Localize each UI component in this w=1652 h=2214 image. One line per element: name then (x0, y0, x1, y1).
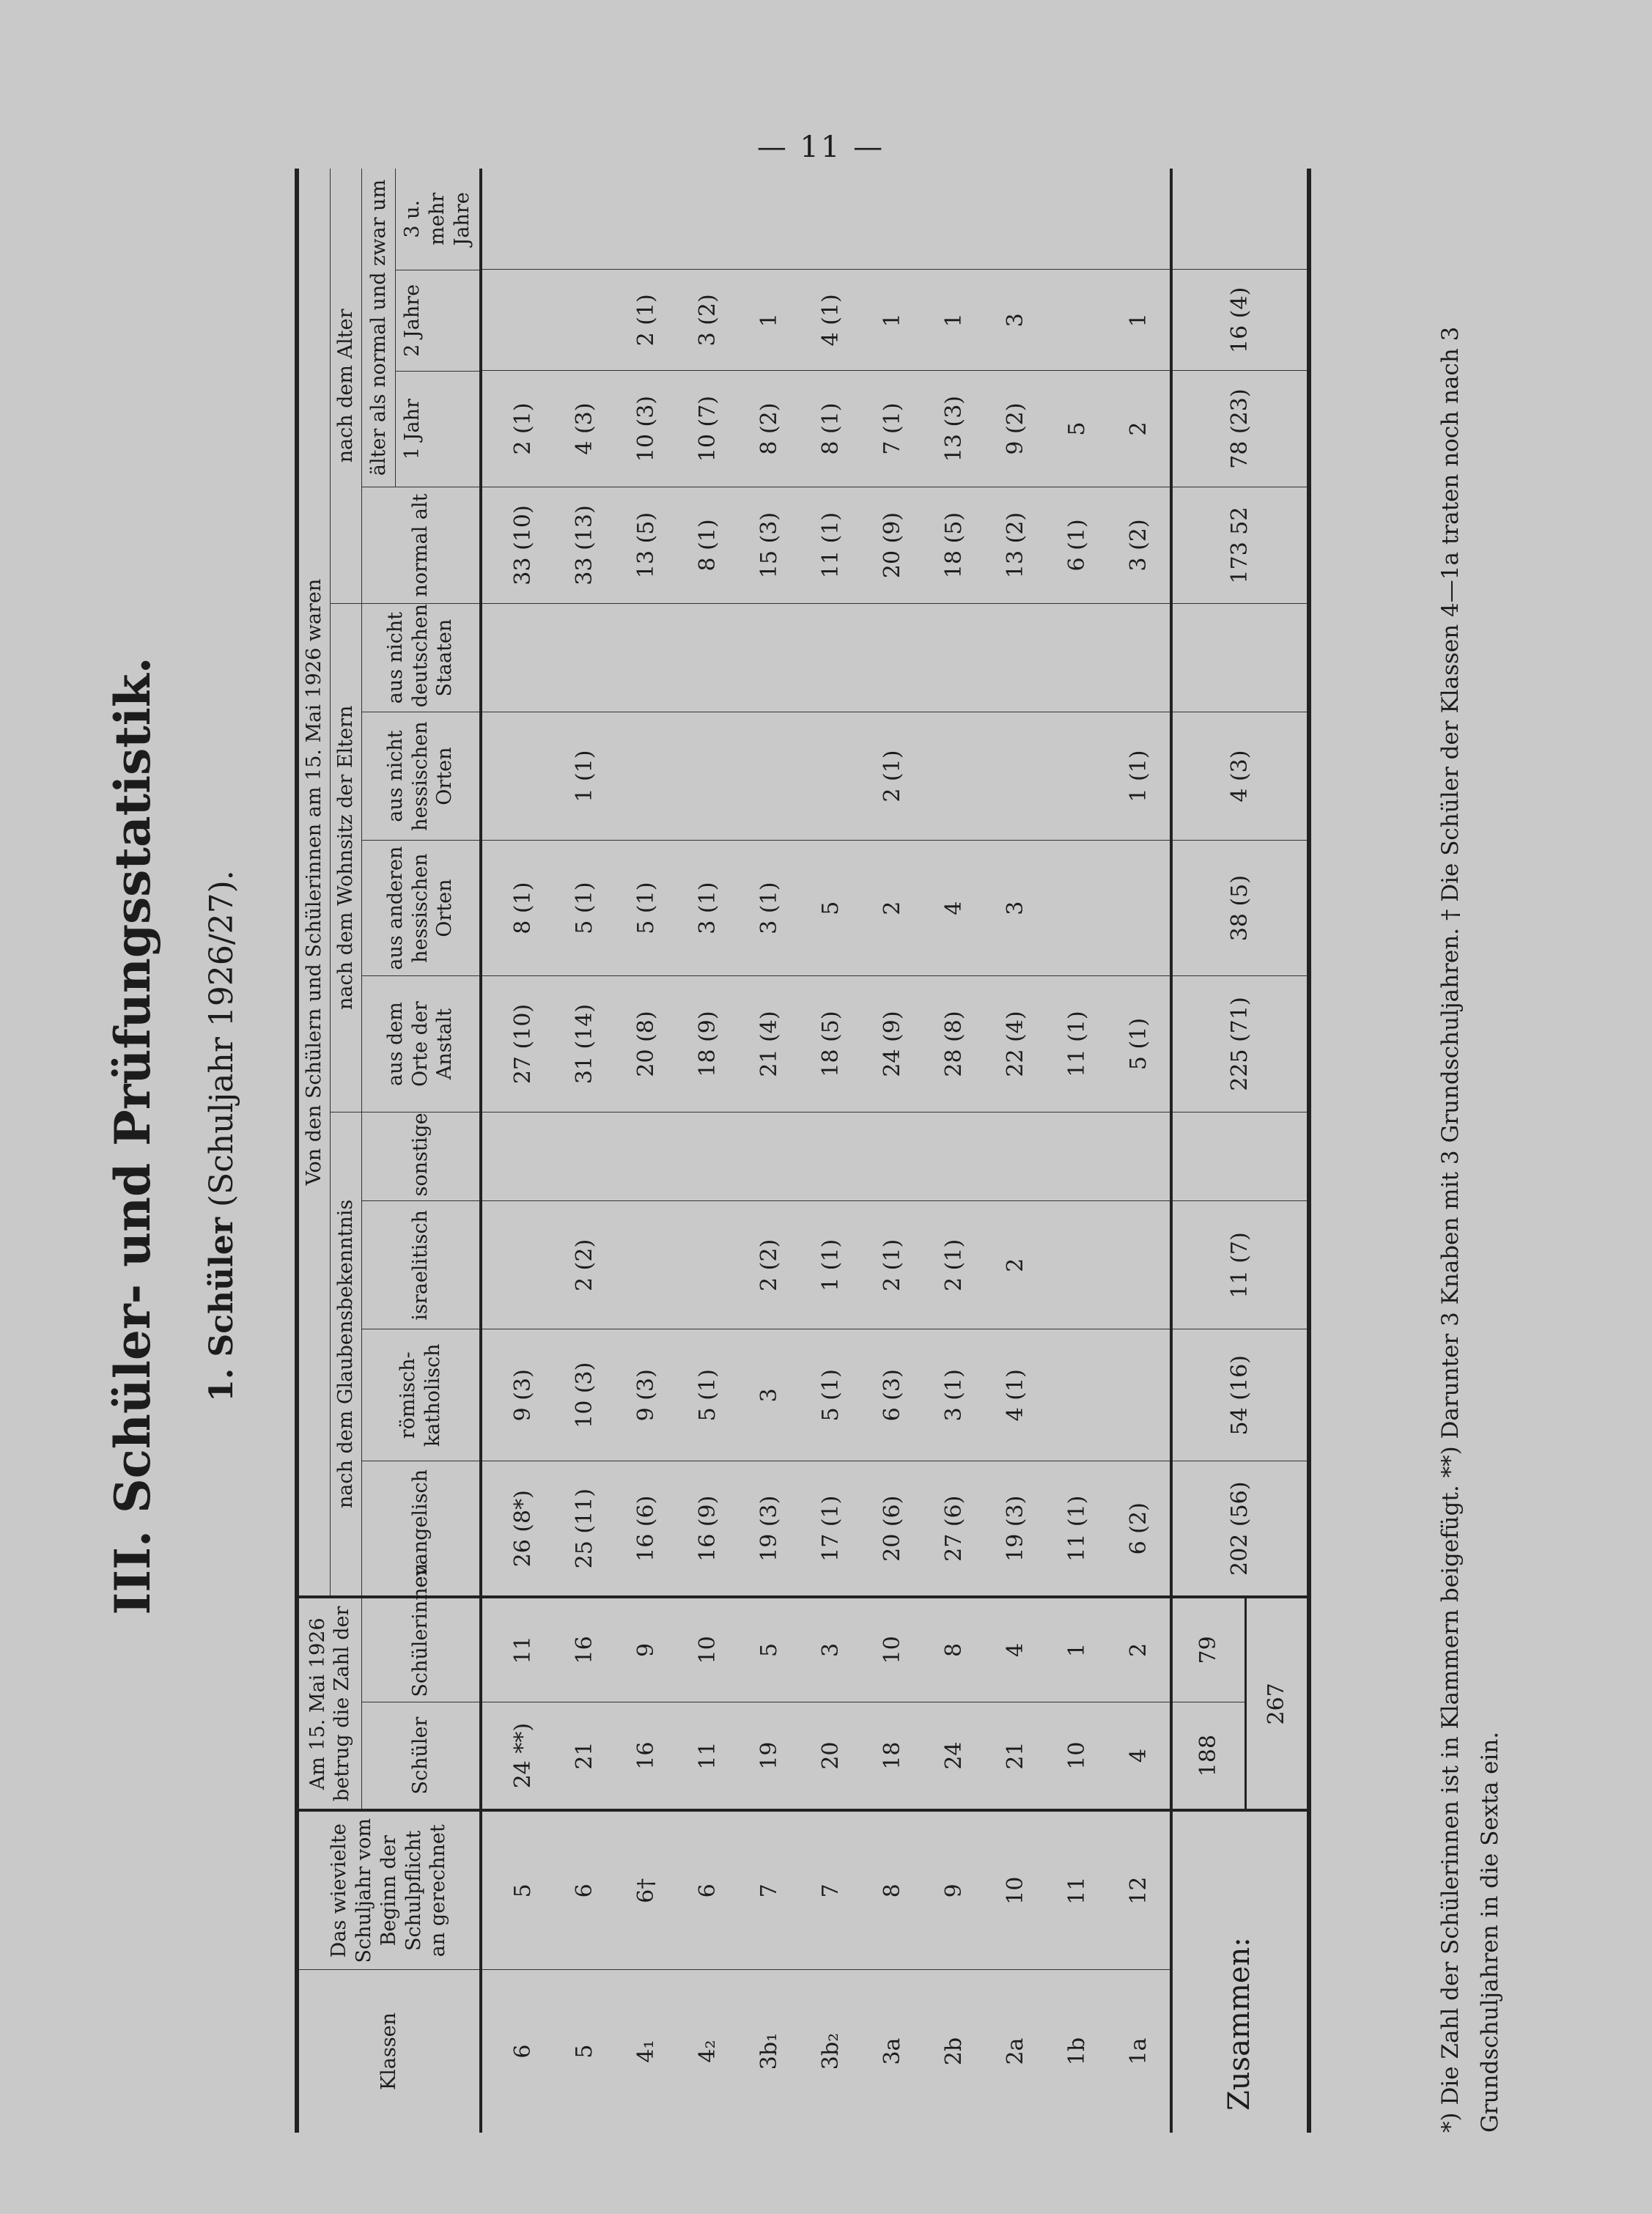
header-aelter-group (361, 169, 481, 487)
header-2-jahre: 2 Jahre (396, 270, 479, 372)
cell-2-jahre: 3 (2) (677, 270, 739, 371)
header-andere-orte: aus anderen hessischen Orten (361, 840, 481, 975)
cell-ort-anstalt: 21 (4) (739, 976, 800, 1112)
total-sonstige (1171, 1112, 1309, 1201)
header-3-jahre: 3 u. mehr Jahre (396, 169, 479, 270)
cell-evangelisch: 19 (3) (739, 1461, 800, 1597)
cell-schueler: 20 (800, 1702, 862, 1810)
cell-ort-anstalt: 18 (9) (677, 976, 739, 1112)
table-row (554, 169, 616, 2133)
cell-1-jahr: 9 (2) (985, 371, 1047, 487)
statistics-table (295, 169, 1311, 2133)
cell-3-jahre (800, 169, 862, 270)
cell-schuljahr: 12 (1108, 1810, 1171, 1969)
header-schuljahr: Das wievielte Schuljahr vom Beginn der Schulpflicht an gerechnet (297, 1810, 481, 1969)
header-schuelerinnen: Schülerinnen (361, 1597, 481, 1702)
total-2-jahre: 16 (4) (1171, 270, 1309, 371)
cell-schueler: 11 (677, 1702, 739, 1810)
cell-schuljahr: 7 (800, 1810, 862, 1969)
header-zahl: Am 15. Mai 1926 betrug die Zahl der (297, 1597, 361, 1810)
table-body (481, 169, 1309, 2133)
total-ort-anstalt: 225 (71) (1171, 976, 1309, 1112)
cell-nicht-staaten (554, 603, 616, 712)
cell-evangelisch: 27 (6) (923, 1461, 985, 1597)
cell-ort-anstalt: 5 (1) (1108, 976, 1171, 1112)
cell-schuelerinnen: 5 (739, 1597, 800, 1702)
cell-1-jahr: 13 (3) (923, 371, 985, 487)
cell-ort-anstalt: 22 (4) (985, 976, 1047, 1112)
cell-andere-orte: 2 (862, 840, 923, 975)
table-row (616, 169, 677, 2133)
cell-nicht-staaten (862, 603, 923, 712)
header-1-jahr: 1 Jahr (401, 399, 424, 460)
cell-2-jahre: 1 (1108, 270, 1171, 371)
cell-normal: 3 (2) (1108, 487, 1171, 604)
cell-israelitisch (1108, 1201, 1171, 1329)
cell-1-jahr: 2 (1108, 371, 1171, 487)
header-glaube: nach dem Glaubensbekenntnis (330, 1112, 361, 1597)
cell-schueler: 24 **) (481, 1702, 554, 1810)
cell-sonstige (677, 1112, 739, 1201)
cell-schuelerinnen: 16 (554, 1597, 616, 1702)
table-row (1108, 169, 1171, 2133)
cell-normal: 20 (9) (862, 487, 923, 604)
total-row (1171, 169, 1246, 2133)
cell-andere-orte: 8 (1) (481, 840, 554, 975)
cell-klasse: 6 (510, 2044, 536, 2059)
cell-schuljahr: 8 (862, 1810, 923, 1969)
cell-klasse: 2b (941, 2037, 967, 2066)
cell-israelitisch: 2 (2) (554, 1201, 616, 1329)
cell-schuelerinnen: 10 (862, 1597, 923, 1702)
cell-klasse: 1a (1126, 2037, 1151, 2065)
cell-2-jahre: 4 (1) (800, 270, 862, 371)
cell-normal: 13 (5) (616, 487, 677, 604)
cell-nicht-staaten (677, 603, 739, 712)
cell-evangelisch: 20 (6) (862, 1461, 923, 1597)
total-1-jahr: 78 (23) (1171, 371, 1309, 487)
cell-schueler: 19 (739, 1702, 800, 1810)
cell-3-jahre (1047, 169, 1108, 270)
page-number: — 11 — (756, 130, 885, 164)
cell-schuljahr: 9 (923, 1810, 985, 1969)
cell-normal: 6 (1) (1047, 487, 1108, 604)
cell-schuljahr: 5 (481, 1810, 554, 1969)
total-sum: 267 (1245, 1597, 1309, 1810)
cell-normal: 33 (13) (554, 487, 616, 604)
total-katholisch: 54 (16) (1171, 1329, 1309, 1461)
cell-klasse: 2a (1003, 2037, 1028, 2065)
cell-nicht-orte: 1 (1) (1108, 712, 1171, 841)
cell-katholisch: 3 (739, 1329, 800, 1461)
cell-schuljahr: 10 (985, 1810, 1047, 1969)
cell-israelitisch (677, 1201, 739, 1329)
cell-2-jahre: 1 (862, 270, 923, 371)
cell-katholisch (1047, 1329, 1108, 1461)
total-schuelerinnen: 79 (1171, 1597, 1246, 1702)
total-nicht-staaten (1171, 603, 1309, 712)
cell-nicht-orte (739, 712, 800, 841)
cell-3-jahre (616, 169, 677, 270)
cell-sonstige (862, 1112, 923, 1201)
cell-1-jahr: 8 (1) (800, 371, 862, 487)
total-israelitisch: 11 (7) (1171, 1201, 1309, 1329)
header-von-den: Von den Schülern und Schülerinnen am 15. Mai 1926 waren (297, 169, 330, 1597)
cell-3-jahre (923, 169, 985, 270)
cell-1-jahr: 10 (3) (616, 371, 677, 487)
cell-katholisch: 9 (3) (616, 1329, 677, 1461)
cell-3-jahre (1108, 169, 1171, 270)
cell-klasse: 3b₁ (756, 2032, 782, 2070)
table-row (800, 169, 862, 2133)
total-evangelisch: 202 (56) (1171, 1461, 1309, 1597)
total-nicht-orte: 4 (3) (1171, 712, 1309, 841)
cell-schuelerinnen: 9 (616, 1597, 677, 1702)
cell-nicht-staaten (1108, 603, 1171, 712)
cell-ort-anstalt: 20 (8) (616, 976, 677, 1112)
cell-evangelisch: 11 (1) (1047, 1461, 1108, 1597)
page-heading: III. Schüler- und Prüfungsstatistik. (104, 657, 161, 1615)
cell-nicht-orte: 1 (1) (554, 712, 616, 841)
rotated-page-content (75, 88, 1577, 2184)
cell-schueler: 21 (554, 1702, 616, 1810)
cell-ort-anstalt: 31 (14) (554, 976, 616, 1112)
cell-2-jahre: 3 (985, 270, 1047, 371)
cell-andere-orte: 3 (1) (677, 840, 739, 975)
cell-1-jahr: 8 (2) (739, 371, 800, 487)
cell-nicht-orte: 2 (1) (862, 712, 923, 841)
cell-evangelisch: 6 (2) (1108, 1461, 1171, 1597)
cell-andere-orte: 5 (800, 840, 862, 975)
table-row (862, 169, 923, 2133)
cell-nicht-orte (800, 712, 862, 841)
cell-andere-orte: 3 (985, 840, 1047, 975)
cell-schuelerinnen: 8 (923, 1597, 985, 1702)
cell-normal: 11 (1) (800, 487, 862, 604)
header-aelter: älter als normal und zwar um (362, 169, 397, 487)
cell-nicht-orte (677, 712, 739, 841)
cell-israelitisch (616, 1201, 677, 1329)
cell-nicht-staaten (923, 603, 985, 712)
cell-ort-anstalt: 27 (10) (481, 976, 554, 1112)
header-sonstige: sonstige (361, 1112, 481, 1201)
cell-katholisch: 5 (1) (800, 1329, 862, 1461)
cell-3-jahre (985, 169, 1047, 270)
cell-normal: 33 (10) (481, 487, 554, 604)
cell-normal: 8 (1) (677, 487, 739, 604)
cell-nicht-staaten (800, 603, 862, 712)
cell-2-jahre: 1 (739, 270, 800, 371)
cell-nicht-orte (923, 712, 985, 841)
header-klassen: Klassen (297, 1970, 481, 2133)
cell-sonstige (923, 1112, 985, 1201)
subheading-rest: (Schuljahr 1926/27). (203, 870, 240, 1208)
header-israelitisch: israelitisch (361, 1201, 481, 1329)
cell-evangelisch: 19 (3) (985, 1461, 1047, 1597)
cell-andere-orte: 3 (1) (739, 840, 800, 975)
cell-schueler: 16 (616, 1702, 677, 1810)
table-row (677, 169, 739, 2133)
cell-klasse: 3a (880, 2037, 905, 2065)
cell-nicht-staaten (985, 603, 1047, 712)
cell-schuelerinnen: 4 (985, 1597, 1047, 1702)
cell-israelitisch (481, 1201, 554, 1329)
subheading-bold: 1. Schüler (203, 1217, 240, 1402)
cell-sonstige (1108, 1112, 1171, 1201)
cell-schuelerinnen: 3 (800, 1597, 862, 1702)
cell-schueler: 18 (862, 1702, 923, 1810)
cell-klasse: 1b (1064, 2037, 1090, 2066)
cell-sonstige (616, 1112, 677, 1201)
header-schueler: Schüler (361, 1702, 481, 1810)
cell-schuljahr: 7 (739, 1810, 800, 1969)
cell-normal: 18 (5) (923, 487, 985, 604)
cell-evangelisch: 26 (8*) (481, 1461, 554, 1597)
cell-nicht-staaten (616, 603, 677, 712)
cell-schueler: 4 (1108, 1702, 1171, 1810)
cell-ort-anstalt: 28 (8) (923, 976, 985, 1112)
cell-2-jahre: 1 (923, 270, 985, 371)
header-nicht-staaten: aus nicht deutschen Staaten (361, 603, 481, 712)
cell-1-jahr: 10 (7) (677, 371, 739, 487)
cell-nicht-orte (481, 712, 554, 841)
cell-schuljahr: 6 (554, 1810, 616, 1969)
cell-2-jahre (554, 270, 616, 371)
cell-schueler: 10 (1047, 1702, 1108, 1810)
cell-ort-anstalt: 18 (5) (800, 976, 862, 1112)
cell-normal: 15 (3) (739, 487, 800, 604)
cell-schuljahr: 6† (616, 1810, 677, 1969)
cell-andere-orte (1047, 840, 1108, 975)
cell-nicht-staaten (1047, 603, 1108, 712)
cell-evangelisch: 16 (9) (677, 1461, 739, 1597)
cell-israelitisch: 2 (2) (739, 1201, 800, 1329)
header-evangelisch: evangelisch (361, 1461, 481, 1597)
cell-katholisch: 10 (3) (554, 1329, 616, 1461)
cell-schuelerinnen: 2 (1108, 1597, 1171, 1702)
cell-sonstige (739, 1112, 800, 1201)
cell-schuelerinnen: 10 (677, 1597, 739, 1702)
table-row (739, 169, 800, 2133)
total-3-jahre (1171, 169, 1309, 270)
cell-evangelisch: 17 (1) (800, 1461, 862, 1597)
cell-schueler: 24 (923, 1702, 985, 1810)
cell-3-jahre (677, 169, 739, 270)
cell-1-jahr: 4 (3) (554, 371, 616, 487)
cell-schuljahr: 11 (1047, 1810, 1108, 1969)
cell-1-jahr: 5 (1047, 371, 1108, 487)
cell-normal: 13 (2) (985, 487, 1047, 604)
page-subheading (203, 88, 240, 2184)
cell-1-jahr: 7 (1) (862, 371, 923, 487)
table-row (985, 169, 1047, 2133)
cell-klasse: 3b₂ (818, 2032, 844, 2070)
table-row (481, 169, 554, 2133)
cell-nicht-orte (616, 712, 677, 841)
header-ort-anstalt: aus dem Orte der Anstalt (361, 976, 481, 1112)
header-nicht-orte: aus nicht hessischen Orten (361, 712, 481, 841)
cell-sonstige (554, 1112, 616, 1201)
cell-2-jahre (1047, 270, 1108, 371)
cell-israelitisch: 1 (1) (800, 1201, 862, 1329)
cell-schuljahr: 6 (677, 1810, 739, 1969)
cell-3-jahre (554, 169, 616, 270)
cell-andere-orte (1108, 840, 1171, 975)
table-row (1047, 169, 1108, 2133)
total-andere-orte: 38 (5) (1171, 840, 1309, 975)
cell-ort-anstalt: 24 (9) (862, 976, 923, 1112)
cell-evangelisch: 25 (11) (554, 1461, 616, 1597)
cell-klasse: 4₁ (633, 2040, 659, 2063)
cell-katholisch: 6 (3) (862, 1329, 923, 1461)
cell-schuelerinnen: 1 (1047, 1597, 1108, 1702)
cell-nicht-orte (985, 712, 1047, 841)
cell-sonstige (481, 1112, 554, 1201)
cell-katholisch (1108, 1329, 1171, 1461)
header-wohnsitz: nach dem Wohnsitz der Eltern (330, 603, 361, 1112)
cell-3-jahre (862, 169, 923, 270)
cell-nicht-staaten (739, 603, 800, 712)
cell-sonstige (985, 1112, 1047, 1201)
cell-schueler: 21 (985, 1702, 1047, 1810)
cell-katholisch: 5 (1) (677, 1329, 739, 1461)
cell-katholisch: 4 (1) (985, 1329, 1047, 1461)
cell-katholisch: 9 (3) (481, 1329, 554, 1461)
cell-2-jahre: 2 (1) (616, 270, 677, 371)
cell-katholisch: 3 (1) (923, 1329, 985, 1461)
cell-andere-orte: 5 (1) (616, 840, 677, 975)
cell-1-jahr: 2 (1) (481, 371, 554, 487)
cell-israelitisch: 2 (985, 1201, 1047, 1329)
total-normal: 173 52 (1171, 487, 1309, 604)
footnote: *) Die Zahl der Schülerinnen ist in Klammern beigefügt. **) Darunter 3 Knaben mit 3 Grundschuljahren. † Die Schüler der Klassen 4—1a traten noch nach 3 Grundschuljahren in die Sexta ein. (1437, 326, 1504, 2133)
cell-andere-orte: 4 (923, 840, 985, 975)
cell-3-jahre (739, 169, 800, 270)
total-schueler: 188 (1171, 1702, 1246, 1810)
cell-israelitisch: 2 (1) (923, 1201, 985, 1329)
cell-klasse: 4₂ (695, 2040, 720, 2063)
header-alter: nach dem Alter (330, 169, 361, 603)
table-row (923, 169, 985, 2133)
total-label: Zusammen: (1171, 1810, 1309, 2133)
cell-3-jahre (481, 169, 554, 270)
header-katholisch: römisch-katholisch (361, 1329, 481, 1461)
cell-israelitisch (1047, 1201, 1108, 1329)
cell-klasse: 5 (572, 2044, 597, 2059)
cell-nicht-staaten (481, 603, 554, 712)
cell-2-jahre (481, 270, 554, 371)
cell-schuelerinnen: 11 (481, 1597, 554, 1702)
cell-andere-orte: 5 (1) (554, 840, 616, 975)
cell-israelitisch: 2 (1) (862, 1201, 923, 1329)
header-normal: normal alt (361, 487, 481, 604)
cell-sonstige (1047, 1112, 1108, 1201)
cell-nicht-orte (1047, 712, 1108, 841)
cell-ort-anstalt: 11 (1) (1047, 976, 1108, 1112)
cell-evangelisch: 16 (6) (616, 1461, 677, 1597)
cell-sonstige (800, 1112, 862, 1201)
